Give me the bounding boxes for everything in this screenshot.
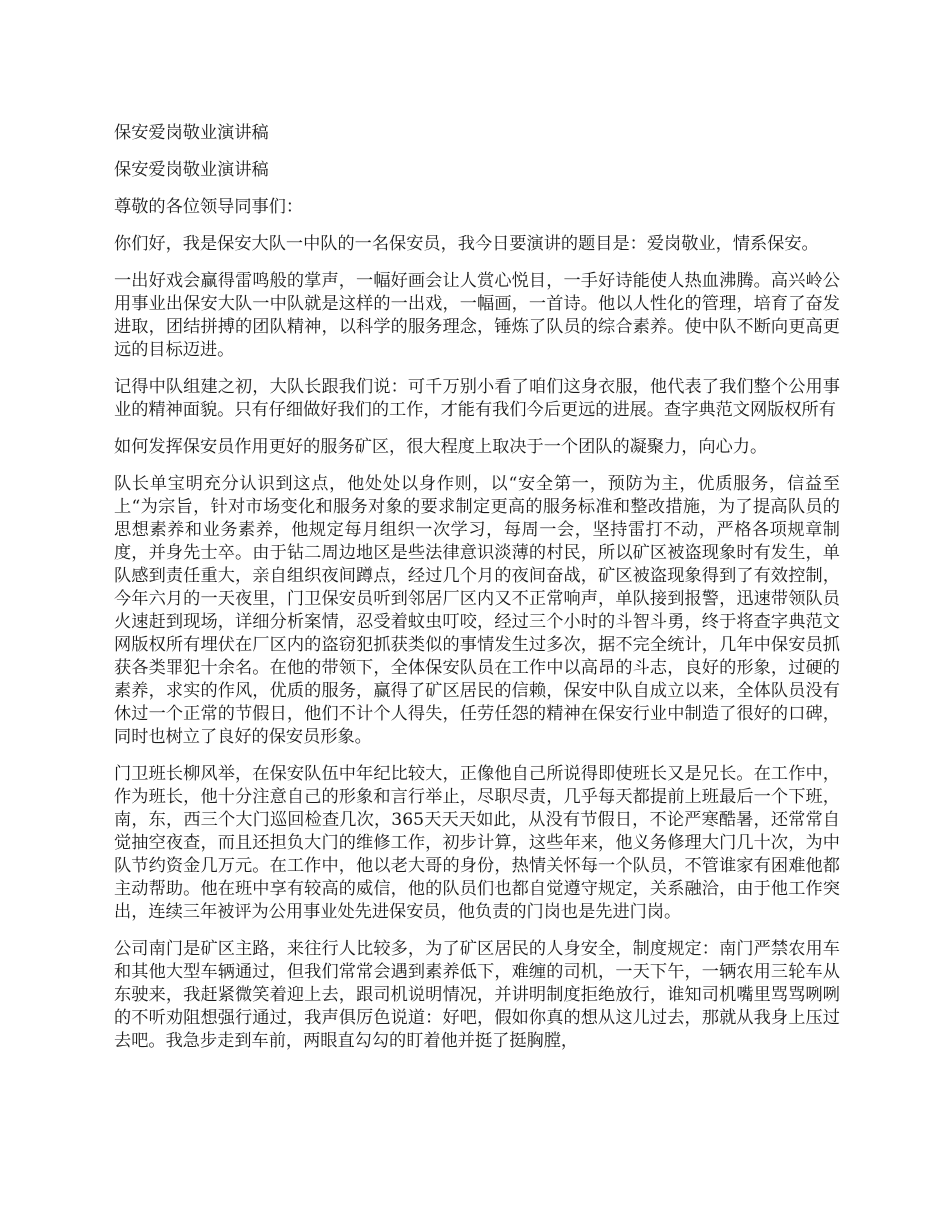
paragraph: 门卫班长柳风举，在保安队伍中年纪比较大，正像他自己所说得即使班长又是兄长。在工作中，作为班长，他十分注意自己的形象和言行举止，尽职尽责，几乎每天都提前上班最后一个下班，南，东，西三个大门巡回检查几次，365天天天如此，从没有节假日，不论严寒酷暑，还常常自觉抽空夜查，而且还担负大门的维修工作，初步计算，这些年来，他义务修理大门几十次，为中队节约资金几万元。在工作中，他以老大哥的身份，热情关怀每一个队员，不管谁家有困难他都主动帮助。他在班中享有较高的威信，他的队员们也都自觉遵守规定，关系融洽，由于他工作突出，连续三年被评为公用事业处先进保安员，他负责的门岗也是先进门岗。 <box>114 764 840 922</box>
paragraph: 你们好，我是保安大队一中队的一名保安员，我今日要演讲的题目是：爱岗敬业，情系保安。 <box>114 234 819 254</box>
paragraph: 公司南门是矿区主路，来往行人比较多，为了矿区居民的人身安全，制度规定：南门严禁农用车和其他大型车辆通过，但我们常常会遇到素养低下，难缠的司机，一天下午，一辆农用三轮车从东驶来，我赶紧微笑着迎上去，跟司机说明情况，并讲明制度拒绝放行，谁知司机嘴里骂骂咧咧的不听劝阻想强行通过，我声俱厉色说道：好吧，假如你真的想从这儿过去，那就从我身上压过去吧。我急步走到车前，两眼直勾勾的盯着他并挺了挺胸膛， <box>114 939 840 1051</box>
document-title: 保安爱岗敬业演讲稿 <box>114 123 269 143</box>
paragraph: 队长单宝明充分认识到这点，他处处以身作则，以“安全第一，预防为主，优质服务，信益至上“为宗旨，针对市场变化和服务对象的要求制定更高的服务标准和整改措施，为了提高队员的思想素养和业务素养，他规定每月组织一次学习，每周一会，坚持雷打不动，严格各项规章制度，并身先士卒。由于钻二周边地区是些法律意识淡薄的村民，所以矿区被盗现象时有发生，单队感到责任重大，亲自组织夜间蹲点，经过几个月的夜间奋战，矿区被盗现象得到了有效控制，今年六月的一天夜里，门卫保安员听到邻居厂区内又不正常响声，单队接到报警，迅速带领队员火速赶到现场，详细分析案情，忍受着蚊虫叮咬，经过三个小时的斗智斗勇，终于将查字典范文网版权所有埋伏在厂区内的盗窃犯抓获类似的事情发生过多次，据不完全统计，几年中保安员抓获各类罪犯十余名。在他的带领下，全体保安队员在工作中以高昂的斗志，良好的形象，过硬的素养，求实的作风，优质的服务，赢得了矿区居民的信赖，保安中队自成立以来，全体队员没有休过一个正常的节假日，他们不计个人得失，任劳任怨的精神在保安行业中制造了很好的口碑，同时也树立了良好的保安员形象。 <box>114 474 840 747</box>
document-subtitle: 保安爱岗敬业演讲稿 <box>114 160 269 180</box>
paragraph: 一出好戏会赢得雷鸣般的掌声，一幅好画会让人赏心悦目，一手好诗能使人热血沸腾。高兴岭公用事业出保安大队一中队就是这样的一出戏，一幅画，一首诗。他以人性化的管理，培育了奋发进取，团结拼搏的团队精神，以科学的服务理念，锤炼了队员的综合素养。使中队不断向更高更远的目标迈进。 <box>114 271 840 360</box>
salutation: 尊敬的各位领导同事们： <box>114 197 304 217</box>
paragraph: 如何发挥保安员作用更好的服务矿区，很大程度上取决于一个团队的凝聚力，向心力。 <box>114 437 768 457</box>
paragraph: 记得中队组建之初，大队长跟我们说：可千万别小看了咱们这身衣服，他代表了我们整个公用事业的精神面貌。只有仔细做好我们的工作，才能有我们今后更远的进展。查字典范文网版权所有 <box>114 377 840 420</box>
document-body <box>114 122 840 1067</box>
